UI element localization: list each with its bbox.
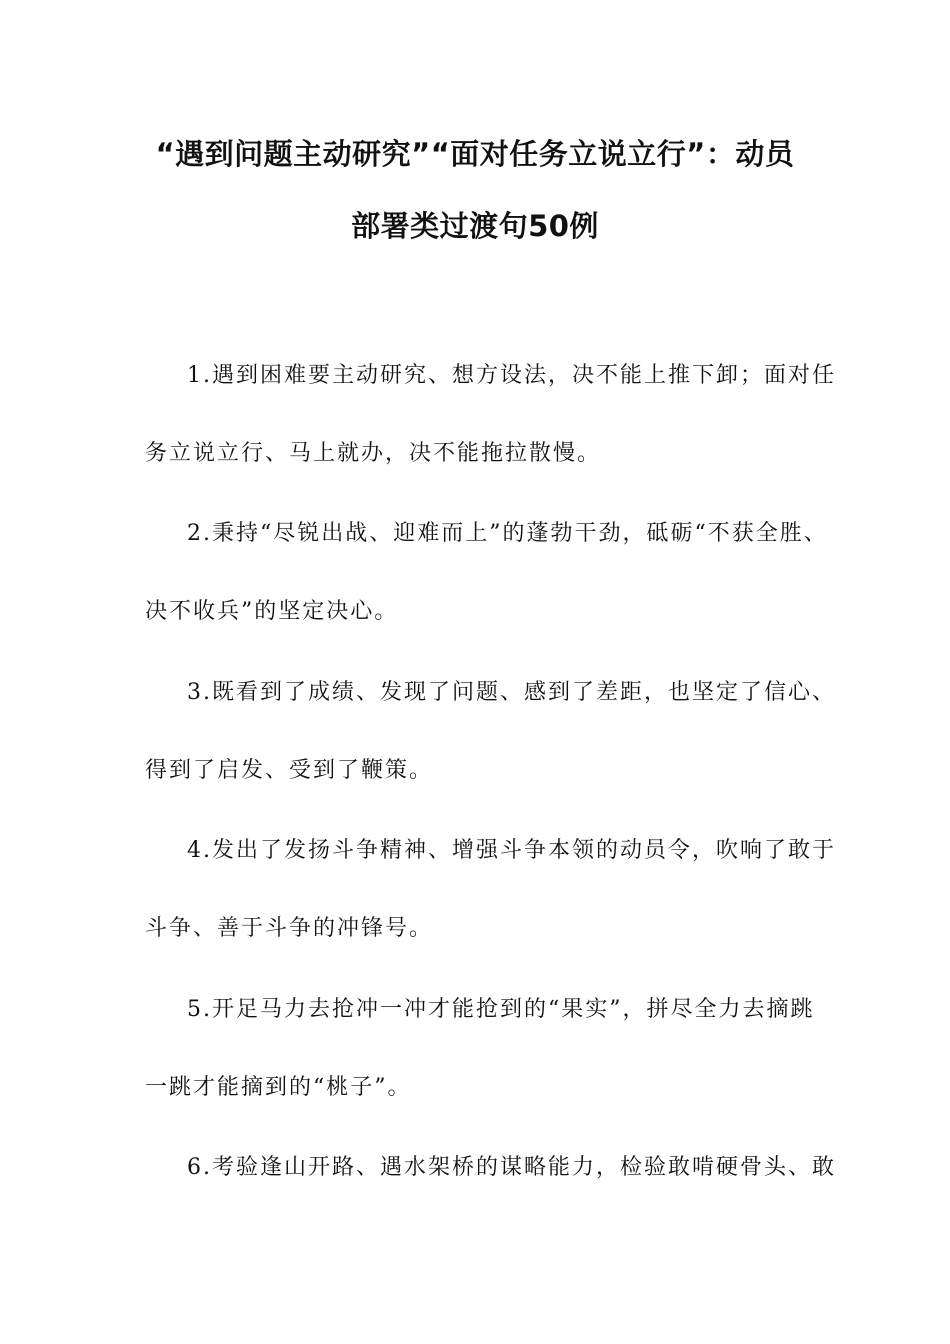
list-item-line: 得到了启发、受到了鞭策。 xyxy=(145,758,434,783)
list-item-line: 2.秉持“尽锐出战、迎难而上”的蓬勃干劲，砥砺“不获全胜、 xyxy=(187,521,828,546)
list-item-line: 决不收兵”的坚定决心。 xyxy=(145,599,399,624)
list-item-line: 3.既看到了成绩、发现了问题、感到了差距，也坚定了信心、 xyxy=(187,680,836,705)
list-item-line: 1.遇到困难要主动研究、想方设法，决不能上推下卸；面对任 xyxy=(187,363,836,388)
list-item-line: 务立说立行、马上就办，决不能拖拉散慢。 xyxy=(145,441,602,466)
list-item-line: 一跳才能摘到的“桃子”。 xyxy=(145,1075,412,1100)
document-title-line-2: 部署类过渡句50例 xyxy=(351,209,599,243)
list-item-line: 5.开足马力去抢冲一冲才能抢到的“果实”，拼尽全力去摘跳 xyxy=(187,997,815,1022)
list-item-line: 斗争、善于斗争的冲锋号。 xyxy=(145,916,434,941)
list-item-line: 6.考验逢山开路、遇水架桥的谋略能力，检验敢啃硬骨头、敢 xyxy=(187,1155,836,1180)
list-item-line: 4.发出了发扬斗争精神、增强斗争本领的动员令，吹响了敢于 xyxy=(187,838,836,863)
document-title-line-1: “遇到问题主动研究”“面对任务立说立行”：动员 xyxy=(155,137,795,171)
